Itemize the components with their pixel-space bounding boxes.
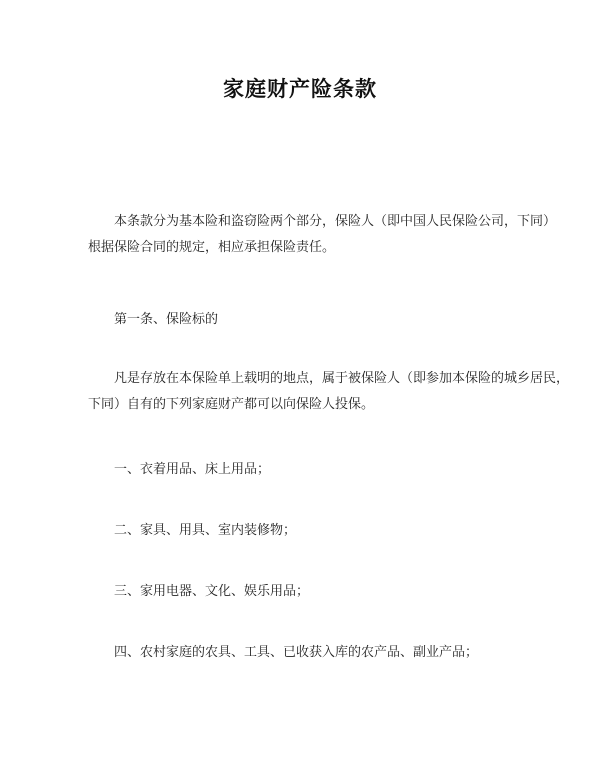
intro-line-1: 本条款分为基本险和盗窃险两个部分，保险人（即中国人民保险公司，下同） <box>114 214 557 229</box>
intro-paragraph <box>88 209 557 261</box>
list-item <box>88 579 528 605</box>
list-item <box>88 457 528 483</box>
list-item-text: 二、家具、用具、室内装修物； <box>114 523 297 538</box>
article-1-body-line-1: 凡是存放在本保险单上载明的地点，属于被保险人（即参加本保险的城乡居民， <box>114 371 570 386</box>
document-title: 家庭财产险条款 <box>223 77 377 101</box>
list-item <box>88 640 528 666</box>
article-1-heading-text: 第一条、保险标的 <box>114 312 219 327</box>
intro-line-2: 根据保险合同的规定，相应承担保险责任。 <box>88 240 336 255</box>
article-1-heading <box>88 307 528 333</box>
list-item <box>88 518 528 544</box>
article-1-body <box>88 366 570 418</box>
list-item-text: 一、衣着用品、床上用品； <box>114 462 271 477</box>
list-item-text: 三、家用电器、文化、娱乐用品； <box>114 584 310 599</box>
article-1-body-line-2: 下同）自有的下列家庭财产都可以向保险人投保。 <box>88 397 375 412</box>
list-item-text: 四、农村家庭的农具、工具、已收获入库的农产品、副业产品； <box>114 645 479 660</box>
